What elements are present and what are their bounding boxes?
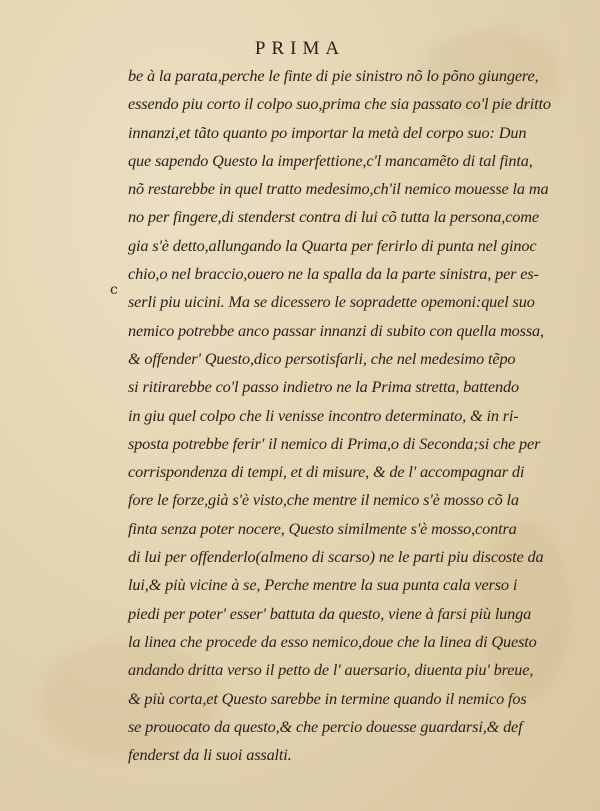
text-line: la linea che procede da esso nemico,doue che la linea di Questo — [128, 631, 537, 651]
text-line: piedi per poter' esser' battuta da questo, viene à farsi più lunga — [128, 603, 532, 623]
text-line: & più corta,et Questo sarebbe in termine quando il nemico fos — [128, 688, 527, 708]
text-line: innanzi,et tãto quanto po importar la metà del corpo suo: Dun — [128, 122, 527, 142]
text-line: nõ restarebbe in quel tratto medesimo,ch'il nemico mouesse la ma — [128, 179, 549, 199]
text-line: si ritirarebbe co'l passo indietro ne la Prima stretta, battendo — [128, 377, 519, 397]
text-line: corrispondenza di tempi, et di misure, & de l' accompagnar di — [128, 462, 525, 482]
text-line: finta senza poter nocere, Questo similmente s'è mosso,contra — [128, 518, 517, 538]
text-line: & offender' Questo,dico persotisfarli, che nel medesimo tẽpo — [128, 348, 516, 368]
text-line: nemico potrebbe anco passar innanzi di subito con quella mossa, — [128, 320, 544, 340]
text-line: andando dritta verso il petto de l' auersario, diuenta piu' breue, — [128, 660, 534, 680]
text-line: chio,o nel braccio,ouero ne la spalla da la parte sinistra, per es- — [128, 264, 539, 284]
text-line: be à la parata,perche le finte di pie sinistro nõ lo põno giungere, — [128, 66, 539, 85]
running-head: PRIMA — [254, 38, 346, 59]
text-line: fenderst da li suoi assalti. — [128, 745, 292, 765]
body-text — [128, 62, 558, 769]
text-line: no per fingere,di stenderst contra di lui cõ tutta la persona,come — [128, 207, 539, 227]
text-line: fore le forze,già s'è visto,che mentre il nemico s'è mosso cõ la — [128, 490, 519, 510]
margin-mark: c — [110, 282, 118, 298]
text-line: se prouocato da questo,& che percio douesse guardarsi,& def — [128, 716, 523, 736]
text-line: in giu quel colpo che li venisse incontro determinato, & in ri- — [128, 405, 519, 425]
text-line: essendo piu corto il colpo suo,prima che sia passato co'l pie dritto — [128, 94, 551, 114]
text-line: que sapendo Questo la imperfettione,c'l mancamẽto di tal finta, — [128, 150, 533, 170]
text-line: lui,& più vicine à se, Perche mentre la sua punta cala verso i — [128, 575, 518, 595]
text-line: serli piu uicini. Ma se dicessero le sopradette opemoni:quel suo — [128, 292, 535, 312]
text-line: sposta potrebbe ferir' il nemico di Prima,o di Seconda;si che per — [128, 433, 541, 453]
text-line: di lui per offenderlo(almeno di scarso) ne le parti piu discoste da — [128, 547, 544, 567]
text-line: gia s'è detto,allungando la Quarta per ferirlo di punta nel ginoc — [128, 235, 537, 255]
